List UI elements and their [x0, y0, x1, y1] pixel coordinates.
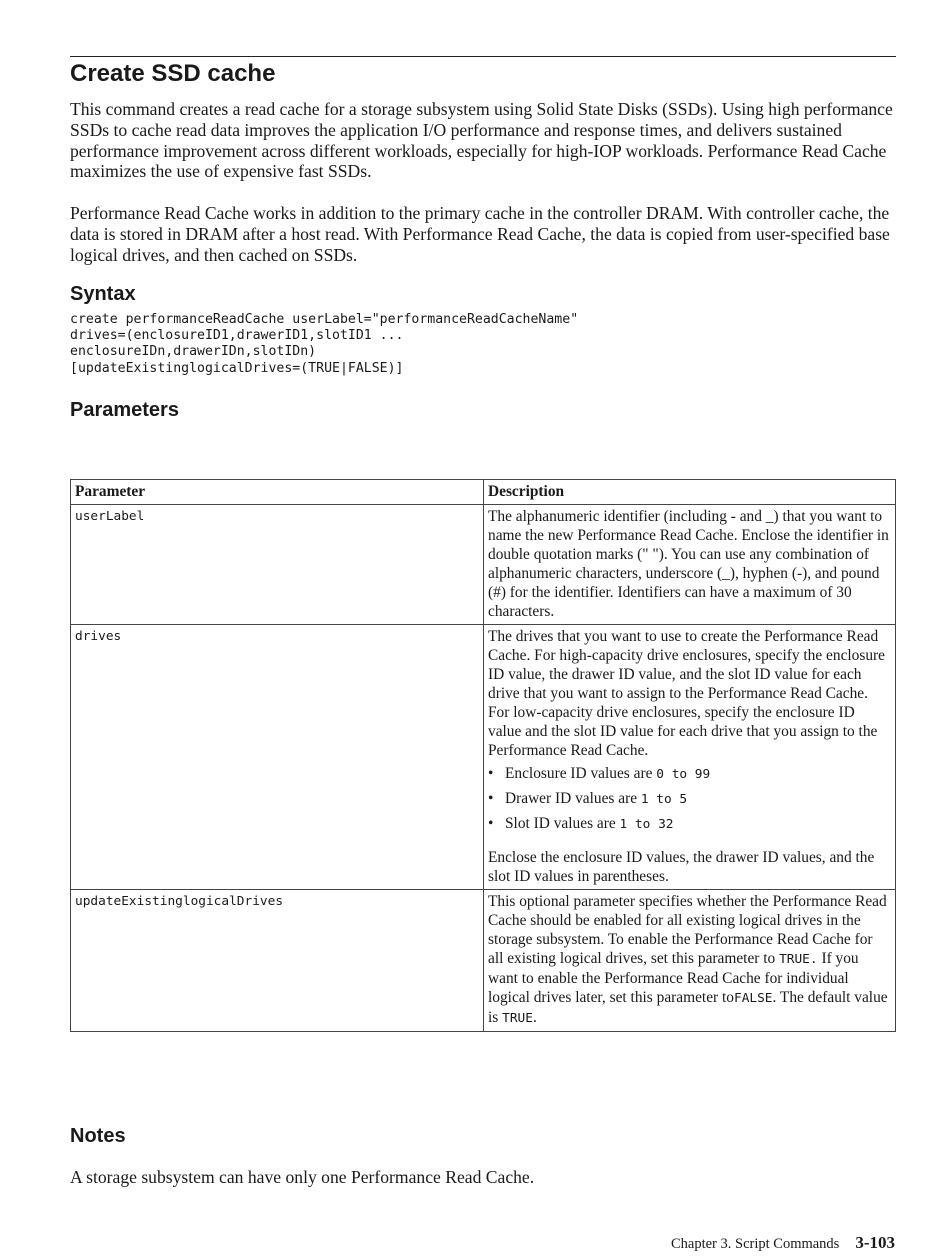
footer-chapter: Chapter 3. Script Commands	[670, 1236, 840, 1252]
parameter-name: userLabel	[71, 505, 484, 625]
list-item	[488, 764, 891, 784]
parameters-table	[70, 479, 896, 1032]
bullet-text: Slot ID values are	[505, 815, 620, 832]
table-row	[71, 625, 896, 890]
syntax-heading: Syntax	[70, 283, 136, 305]
bullet-text: Enclosure ID values are	[505, 765, 657, 782]
syntax-code-block	[70, 312, 578, 377]
notes-heading: Notes	[70, 1125, 126, 1147]
parameter-name: updateExistinglogicalDrives	[71, 890, 484, 1032]
bullet-range: 1 to 32	[619, 817, 674, 832]
page-footer	[671, 1233, 895, 1253]
bullet-range: 0 to 99	[656, 767, 711, 782]
table-header-row	[71, 480, 896, 505]
parameter-name: drives	[71, 625, 484, 890]
table-row	[71, 505, 896, 625]
list-item	[488, 789, 891, 809]
table-row	[71, 890, 896, 1032]
description-text: This optional parameter specifies whether the Performance Read Cache should be enabled for all existing logical drives in the storage subsystem. To enable the Performance Read Cache for all existing logical drives, set this parameter to	[488, 893, 887, 967]
inline-code: FALSE	[733, 991, 773, 1006]
intro-paragraph-1: This command creates a read cache for a storage subsystem using Solid State Disks (SSDs). Using high performance SSDs to cache read data improves the application I/O performance and response times, and delivers sustained performance improvement across different workloads, especially for high-IOP workloads. Performance Read Cache maximizes the use of expensive fast SSDs.	[70, 99, 893, 182]
inline-code: TRUE.	[779, 952, 818, 967]
description-text: . The default value is	[488, 989, 888, 1026]
syntax-line: enclosureIDn,drawerIDn,slotIDn)	[70, 344, 317, 360]
page-title: Create SSD cache	[70, 60, 276, 87]
inline-code: TRUE	[502, 1011, 533, 1026]
syntax-line: drives=(enclosureID1,drawerID1,slotID1 ...	[70, 328, 404, 344]
intro-paragraph-2: Performance Read Cache works in addition to the primary cache in the controller DRAM. With controller cache, the data is stored in DRAM after a host read. With Performance Read Cache, the data is copied from user-specified base logical drives, and then cached on SSDs.	[70, 203, 890, 265]
description-after-text: Enclose the enclosure ID values, the drawer ID values, and the slot ID values in parentheses.	[488, 849, 875, 885]
description-text: The drives that you want to use to create the Performance Read Cache. For high-capacity drive enclosures, specify the enclosure ID value, the drawer ID value, and the slot ID value for each drive that you want to assign to the Performance Read Cache. For low-capacity drive enclosures, specify the enclosure ID value and the slot ID value for each drive that you assign to the Performance Read Cache.	[488, 628, 886, 759]
bullet-text: Drawer ID values are	[505, 790, 641, 807]
parameter-description	[484, 890, 896, 1032]
column-header-parameter: Parameter	[71, 480, 484, 505]
parameter-description: The alphanumeric identifier (including - and _) that you want to name the new Performance Read Cache. Enclose the identifier in double quotation marks (" "). You can use any combination of alphanumeric characters, underscore (_), hyphen (-), and pound (#) for the identifier. Identifiers can have a maximum of 30 characters.	[484, 505, 896, 625]
description-text: .	[532, 1009, 537, 1026]
column-header-description: Description	[484, 480, 896, 505]
list-item	[488, 814, 891, 834]
notes-text: A storage subsystem can have only one Performance Read Cache.	[70, 1167, 535, 1187]
parameter-description	[484, 625, 896, 890]
description-text: If you want to enable the Performance Read Cache for individual logical drives later, set this parameter to	[488, 950, 859, 1006]
footer-page-number: 3-103	[855, 1233, 895, 1252]
top-rule	[70, 56, 896, 57]
bullet-list	[488, 764, 891, 834]
bullet-range: 1 to 5	[640, 792, 688, 807]
syntax-line: [updateExistinglogicalDrives=(TRUE|FALSE)]	[70, 360, 404, 376]
syntax-line: create performanceReadCache userLabel="performanceReadCacheName"	[70, 312, 579, 327]
parameters-heading: Parameters	[70, 399, 179, 421]
